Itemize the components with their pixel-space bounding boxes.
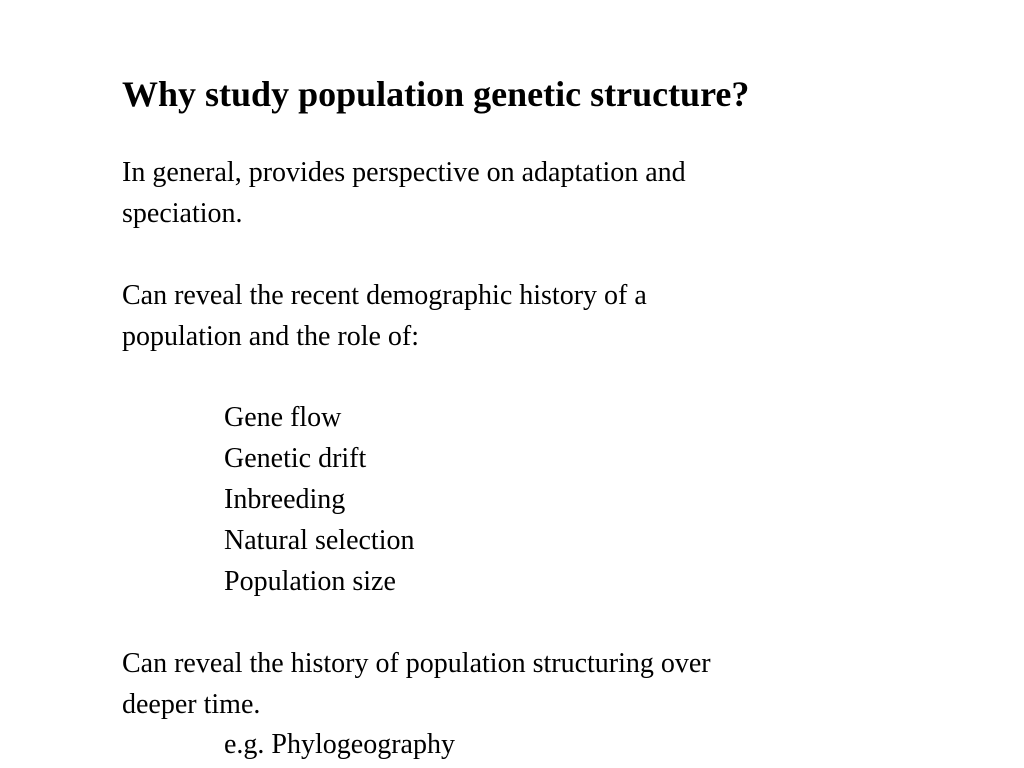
paragraph-2-line-1: Can reveal the recent demographic history of a <box>122 280 647 311</box>
list-item-population-size: Population size <box>224 566 396 597</box>
paragraph-1-line-2: speciation. <box>122 198 243 229</box>
paragraph-3-line-1: Can reveal the history of population structuring over <box>122 648 711 679</box>
list-item-gene-flow: Gene flow <box>224 402 342 433</box>
list-item-genetic-drift: Genetic drift <box>224 443 367 474</box>
slide-title: Why study population genetic structure? <box>122 74 750 114</box>
list-item-natural-selection: Natural selection <box>224 525 415 556</box>
example-phylogeography: e.g. Phylogeography <box>224 729 455 760</box>
paragraph-2-line-2: population and the role of: <box>122 321 420 352</box>
list-item-inbreeding: Inbreeding <box>224 484 346 515</box>
paragraph-1-line-1: In general, provides perspective on adaptation and <box>122 157 686 188</box>
paragraph-3-line-2: deeper time. <box>122 689 261 720</box>
